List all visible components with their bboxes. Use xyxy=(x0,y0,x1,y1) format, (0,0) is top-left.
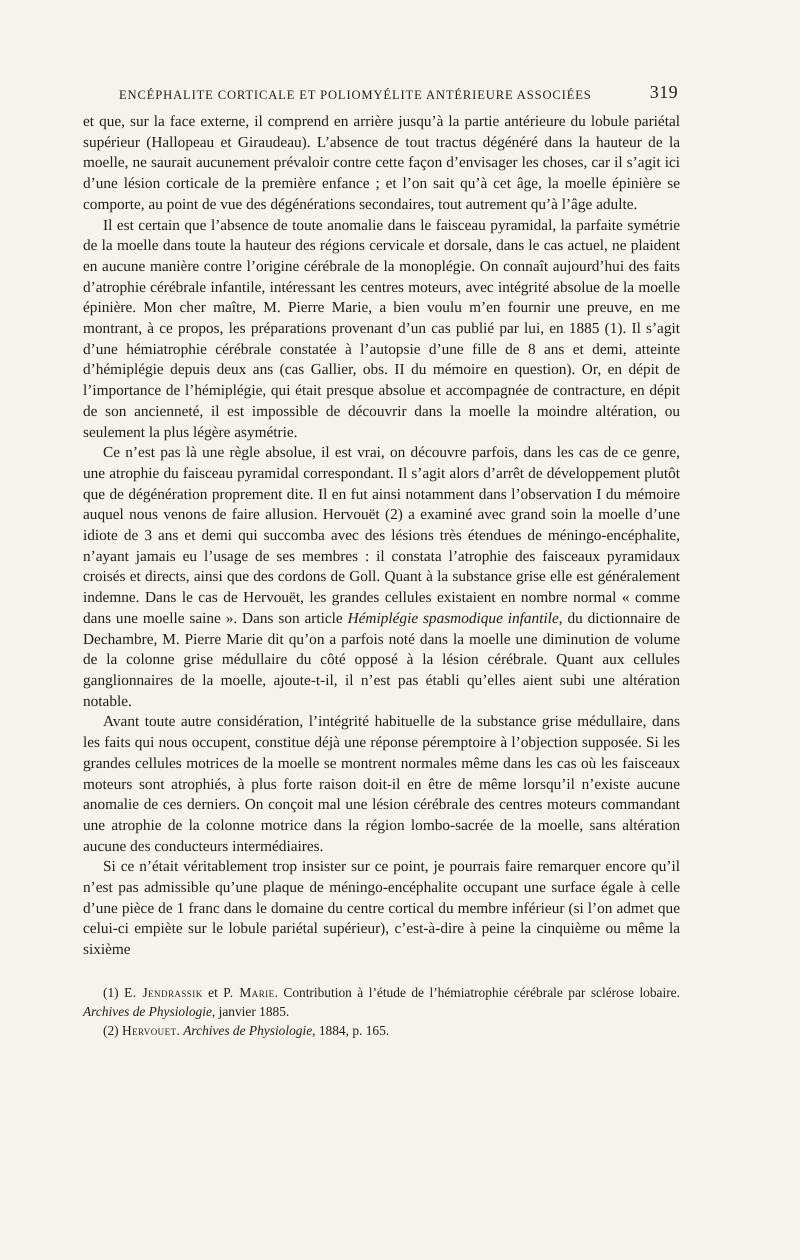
running-title: ENCÉPHALITE CORTICALE ET POLIOMYÉLITE ANTÉRIEURE ASSOCIÉES xyxy=(119,88,592,102)
paragraph-3-text-a: Ce n’est pas là une règle absolue, il est vrai, on découvre parfois, dans les cas de ce genre, une atrophie du faisceau pyramidal correspondant. Il s’agit alors d’arrêt de développement plutôt que de dégénération proprement dite. Il en fut ainsi notamment dans l’observation I du mémoire auquel nous venons de faire allusion. Hervouët (2) a examiné avec grand soin la moelle d’une idiote de 3 ans et demi qui succomba avec des lésions très étendues de méningo-encéphalite, n’ayant jamais eu l’usage de ses membres : il constata l’atrophie des faisceaux pyramidaux croisés et directs, ainsi que des cordons de Goll. Quant à la substance grise elle est généralement indemne. Dans le cas de Hervouët, les grandes cellules existaient en nombre normal « comme dans une moelle saine ». Dans son article xyxy=(83,444,680,627)
footnote-2-separator: . xyxy=(176,1022,184,1038)
footnote-2-journal: Archives de Physiologie xyxy=(183,1022,313,1038)
article-title-italic: Hémiplégie spasmodique infantile xyxy=(347,609,559,627)
footnote-1-date: , janvier 1885. xyxy=(211,1003,290,1019)
footnote-1-connector: et xyxy=(208,984,218,1000)
footnote-1-author-b: P. Marie xyxy=(223,984,275,1000)
paragraph-5: Si ce n’était véritablement trop insister sur ce point, je pourrais faire remarquer encore qu’il n’est pas admissible qu’une plaque de méningo-encéphalite occupant une surface égale à celle d’une pièce de 1 franc dans le domaine du centre cortical du membre inférieur (si l’on admet que celui-ci empiète sur le lobule pariétal supérieur), c’est-à-dire à peine la cinquième ou même la sixième xyxy=(83,858,680,959)
paragraph-3 xyxy=(83,443,680,712)
paragraph-1: et que, sur la face externe, il comprend en arrière jusqu’à la partie antérieure du lobule pariétal supérieur (Hallopeau et Giraudeau). L’absence de tout tractus dégénéré dans la hauteur de la moelle, ne saurait aucunement prévaloir contre cette façon d’envisager les choses, car il s’agit ici d’une lésion corticale de la première enfance ; et l’on sait qu’à cet âge, la moelle épinière se comporte, au point de vue des dégénérations secondaires, tout autrement qu’à l’âge adulte. xyxy=(83,113,680,213)
paragraph-3-text-b: , du dictionnaire de Dechambre, M. Pierre Marie dit qu’on a parfois noté dans la moelle une diminution de volume de la colonne grise médullaire du côté opposé à la lésion cérébrale. Quant aux cellules ganglionnaires de la moelle, ajoute-t-il, il n’est pas établi qu’elles aient subi une altération notable. xyxy=(83,609,680,710)
running-header xyxy=(83,82,680,112)
footnotes xyxy=(83,983,680,1040)
footnote-2 xyxy=(83,1021,680,1040)
footnote-1-marker: (1) xyxy=(103,984,119,1000)
paragraph-4: Avant toute autre considération, l’intégrité habituelle de la substance grise médullaire, dans les faits qui nous occupent, constitue déjà une réponse péremptoire à l’objection supposée. Si les grandes cellules motrices de la moelle se montrent normales même dans les cas où les faisceaux moteurs sont atrophiés, à plus forte raison doit-il en être de même lorsqu’il n’existe aucune anomalie de ces derniers. On conçoit mal une lésion cérébrale des centres moteurs commandant une atrophie de la colonne motrice dans la région lombo-sacrée de la moelle, sans altération aucune des conducteurs intermédiaires. xyxy=(83,713,680,855)
footnote-2-author: Hervouet xyxy=(121,1022,177,1038)
book-page xyxy=(83,82,680,1040)
footnote-2-rest: , 1884, p. 165. xyxy=(312,1022,390,1038)
footnote-1-title: . Contribution à l’étude de l’hémiatrophie cérébrale par sclérose lobaire. xyxy=(274,984,680,1000)
footnote-2-marker: (2) xyxy=(103,1022,119,1038)
body-text xyxy=(83,112,680,961)
page-number: 319 xyxy=(649,82,678,102)
footnote-1-author-a: E. Jendrassik xyxy=(124,984,203,1000)
footnote-1-journal: Archives de Physiologie xyxy=(83,1003,212,1019)
footnote-1 xyxy=(83,983,680,1021)
paragraph-2: Il est certain que l’absence de toute anomalie dans le faisceau pyramidal, la parfaite symétrie de la moelle dans toute la hauteur des régions cervicale et dorsale, dans le cas actuel, ne plaident en aucune manière contre l’origine cérébrale de la monoplégie. On connaît aujourd’hui des faits d’atrophie cérébrale infantile, intéressant les centres moteurs, avec intégrité absolue de la moelle épinière. Mon cher maître, M. Pierre Marie, a bien voulu m’en fournir une preuve, en me montrant, à ce propos, les préparations provenant d’un cas publié par lui, en 1885 (1). Il s’agit d’une hémiatrophie cérébrale constatée à l’autopsie d’une fille de 8 ans et demi, atteinte d’hémiplégie depuis deux ans (cas Gallier, obs. II du mémoire en question). Or, en dépit de l’importance de l’hémiplégie, qui était presque absolue et accompagnée de contracture, en dépit de son ancienneté, il est impossible de découvrir dans la moelle la moindre altération, ou seulement la plus légère asymétrie. xyxy=(83,216,680,441)
